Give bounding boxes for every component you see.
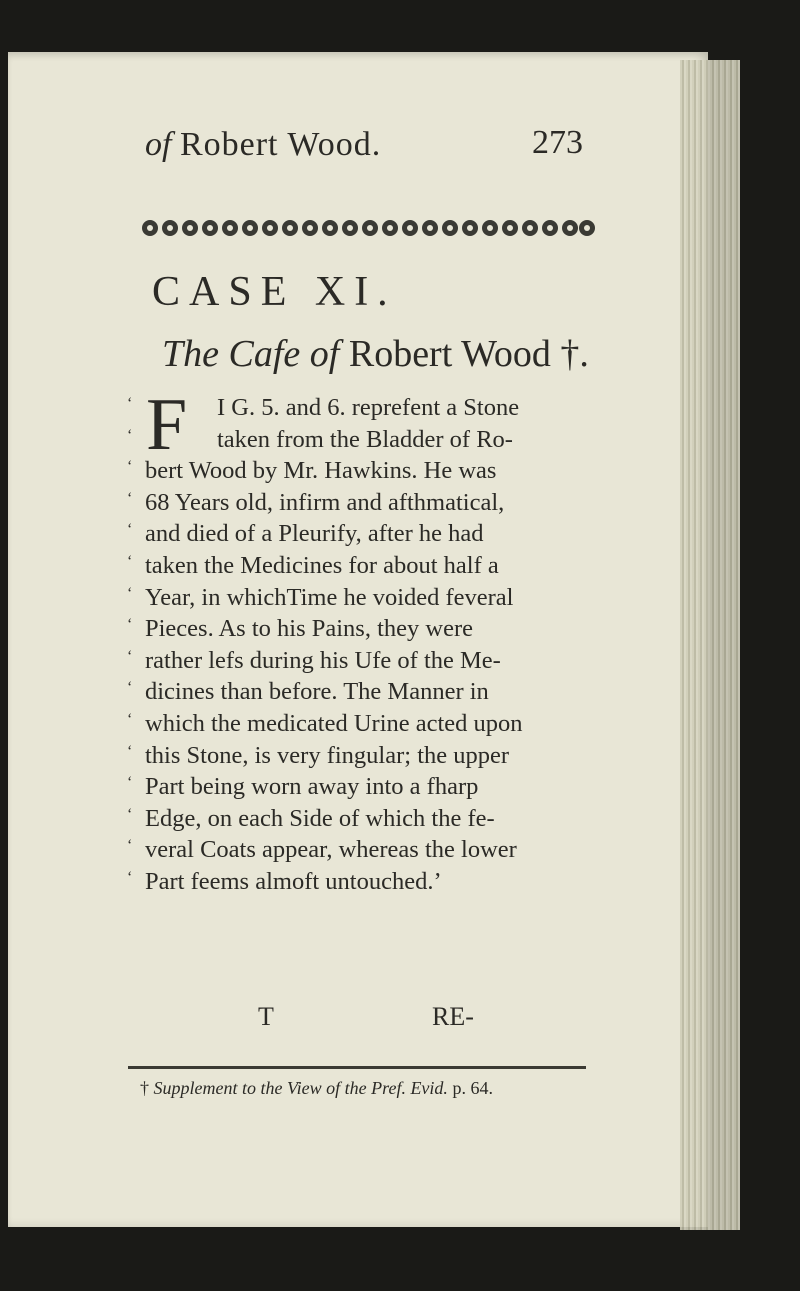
subtitle-mark: †. [560, 333, 589, 375]
quote-mark: ‘ [127, 616, 133, 634]
header-name: Robert Wood. [179, 126, 382, 163]
body-line [127, 708, 597, 740]
line-text: Part feems almoft untouched.’ [145, 867, 442, 895]
body-line [127, 455, 597, 487]
header-of: of [145, 126, 172, 163]
body-line [127, 518, 597, 550]
case-subtitle [162, 332, 589, 376]
quote-mark: ‘ [127, 868, 133, 886]
quote-mark: ‘ [127, 584, 133, 602]
body-line [127, 866, 597, 898]
line-text: dicines than before. The Manner in [145, 678, 489, 706]
line-text: veral Coats appear, whereas the lower [145, 836, 517, 864]
line-text: Edge, on each Side of which the fe- [145, 804, 495, 832]
catchword-right: RE- [432, 1002, 474, 1031]
body-line [127, 834, 597, 866]
body-line [127, 676, 597, 708]
body-line [127, 645, 597, 677]
page-number: 273 [532, 124, 583, 161]
quote-mark: ‘ [127, 837, 133, 855]
quote-mark: ‘ [127, 710, 133, 728]
running-header [145, 126, 381, 164]
quote-mark: ‘ [127, 647, 133, 665]
quote-mark: ‘ [127, 552, 133, 570]
body-line [127, 613, 597, 645]
line-text: which the medicated Urine acted upon [145, 709, 523, 737]
drop-cap: F [146, 384, 188, 466]
line-text: I G. 5. and 6. reprefent a Stone [217, 394, 520, 421]
line-text: Part being worn away into a fharp [145, 773, 479, 801]
footnote-text: Supplement to the View of the Pref. Evid. [153, 1078, 448, 1098]
body-line [127, 740, 597, 772]
line-text: Year, in whichTime he voided feveral [145, 583, 514, 611]
footnote-mark: † [140, 1078, 149, 1098]
footnote [140, 1078, 493, 1099]
line-text: 68 Years old, infirm and afthmatical, [145, 488, 505, 516]
body-line [127, 392, 597, 424]
quote-mark: ‘ [127, 742, 133, 760]
quote-mark: ‘ [127, 521, 133, 539]
body-line [127, 550, 597, 582]
quote-mark: ‘ [127, 805, 133, 823]
subtitle-cafe: The Cafe [162, 333, 301, 375]
page-edge [680, 60, 740, 1230]
line-text: bert Wood by Mr. Hawkins. He was [145, 457, 497, 485]
footnote-page: p. 64. [452, 1078, 493, 1098]
line-text: taken the Medicines for about half a [145, 551, 499, 579]
line-text: rather lefs during his Ufe of the Me- [145, 646, 501, 674]
ornament-band [140, 208, 595, 248]
quote-mark: ‘ [127, 426, 133, 444]
quote-mark: ‘ [127, 489, 133, 507]
footnote-rule [128, 1066, 586, 1069]
line-text: Pieces. As to his Pains, they were [145, 615, 473, 643]
quote-mark: ‘ [127, 679, 133, 697]
body-line [127, 424, 597, 456]
subtitle-of: of [309, 333, 340, 375]
body-line [127, 803, 597, 835]
body-line [127, 771, 597, 803]
quote-mark: ‘ [127, 395, 133, 412]
line-text: and died of a Pleurify, after he had [145, 520, 484, 548]
body-line [127, 487, 597, 519]
line-text: taken from the Bladder of Ro- [217, 425, 513, 453]
body-line [127, 582, 597, 614]
quote-mark: ‘ [127, 774, 133, 792]
quote-mark: ‘ [127, 458, 133, 476]
case-title: CASE XI. [152, 269, 397, 315]
catchword-left: T [258, 1002, 274, 1031]
line-text: this Stone, is very fingular; the upper [145, 741, 510, 769]
subtitle-name: Robert Wood [348, 333, 551, 375]
body-text [127, 384, 597, 898]
